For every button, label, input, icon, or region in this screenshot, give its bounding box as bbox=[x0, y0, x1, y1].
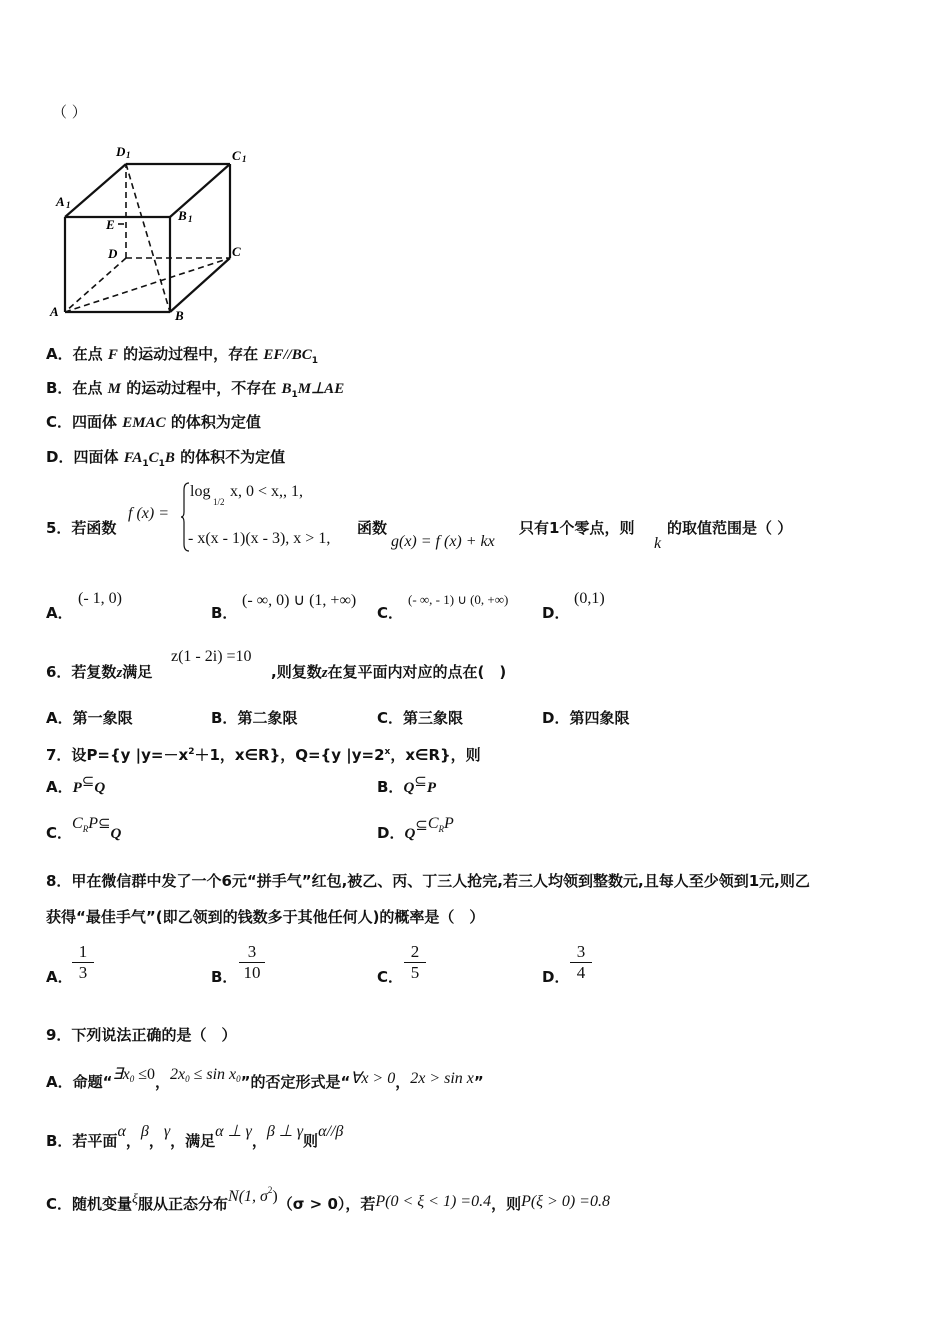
q9-option-b[interactable]: B．若平面α，β，γ，满足α ⊥ γ，β ⊥ γ则α//β bbox=[46, 1123, 344, 1150]
q7-stem: 7．设P={y $|y=-x^2+1$，x∈R}，Q={y $|y=2^x$，x∈R}，则 bbox=[46, 746, 481, 764]
q9-stem: 9．下列说法正确的是（ ） bbox=[46, 1026, 237, 1044]
q8-option-c-label[interactable]: C． bbox=[377, 968, 404, 986]
label-a: A bbox=[50, 304, 59, 319]
hidden-a-c bbox=[65, 258, 230, 312]
q8-stem-line-2: 获得“最佳手气”(即乙领到的钱数多于其他任何人)的概率是（ ） bbox=[46, 908, 485, 926]
label-a1-sub: 1 bbox=[66, 200, 71, 210]
q8-option-d-fraction: 3 4 bbox=[570, 942, 592, 983]
header-paren: （ ） bbox=[52, 103, 87, 121]
q5-case-2: - x(x - 1)(x - 3), x > 1, bbox=[188, 530, 331, 547]
hidden-d-a bbox=[65, 258, 126, 312]
q5-case-1: log bbox=[190, 483, 211, 500]
q5-gx: g(x) = f (x) + kx bbox=[391, 533, 495, 550]
q7-option-c[interactable]: C．$C^RP⊆Q$ bbox=[46, 815, 122, 842]
q5-stem-4: 的取值范围是（ ） bbox=[667, 519, 793, 537]
q6-option-b[interactable]: B．第二象限 bbox=[211, 709, 298, 727]
q5-option-b-label[interactable]: B． bbox=[211, 604, 238, 622]
label-c: C bbox=[232, 244, 241, 259]
label-d1-sub: 1 bbox=[126, 150, 131, 160]
q6-stem: 6．若复数z满足 bbox=[46, 663, 153, 681]
q5-option-c-label[interactable]: C． bbox=[377, 604, 404, 622]
label-c1-sub: 1 bbox=[242, 154, 247, 164]
q5-option-a-label[interactable]: A． bbox=[46, 604, 73, 622]
q5-fx: f (x) = bbox=[128, 505, 169, 522]
label-b1-sub: 1 bbox=[188, 214, 193, 224]
q8-option-d-label[interactable]: D． bbox=[542, 968, 570, 986]
q6-stem-2: ,则复数z在复平面内对应的点在( ) bbox=[271, 663, 507, 681]
q4-option-d[interactable]: D．四面体 $FA_1C_1B$ 的体积不为定值 bbox=[46, 448, 286, 469]
q5-case-1-rest: x, 0 < x,, 1, bbox=[230, 483, 304, 500]
q8-option-b-label[interactable]: B． bbox=[211, 968, 238, 986]
q5-option-b-value: (- ∞, 0) ∪ (1, +∞) bbox=[242, 592, 357, 609]
q5-option-d-value: (0,1) bbox=[574, 590, 605, 607]
label-d: D bbox=[108, 246, 118, 261]
label-e: E bbox=[106, 217, 115, 232]
label-a1: A bbox=[56, 194, 65, 209]
q8-option-a-label[interactable]: A． bbox=[46, 968, 73, 986]
q5-option-c-value: (- ∞, - 1) ∪ (0, +∞) bbox=[408, 592, 509, 607]
q9-option-a[interactable]: A．命题“$\exists x^0 \le 0$，$2x^0 \le \sin x^0$”的否定形式是“∀x > 0，2x > sin x” bbox=[46, 1066, 484, 1091]
q8-option-c-fraction: 2 5 bbox=[404, 942, 426, 983]
q5-option-d-label[interactable]: D． bbox=[542, 604, 570, 622]
q6-option-c[interactable]: C．第三象限 bbox=[377, 709, 464, 727]
q4-option-c[interactable]: C．四面体 EMAC 的体积为定值 bbox=[46, 413, 261, 431]
q6-option-a[interactable]: A．第一象限 bbox=[46, 709, 133, 727]
q5-stem-3: 只有1个零点，则 bbox=[519, 519, 635, 537]
cube-figure bbox=[40, 140, 260, 325]
q7-option-b[interactable]: B．Q⊆P bbox=[377, 774, 437, 796]
label-b1: B bbox=[178, 208, 187, 223]
q5-stem-2: 函数 bbox=[357, 519, 388, 537]
label-b: B bbox=[175, 308, 184, 323]
edge-d1-a1 bbox=[65, 164, 126, 217]
q5-option-a-value: (- 1, 0) bbox=[78, 590, 122, 607]
q5-stem-1: 5．若函数 bbox=[46, 519, 117, 537]
q5-log-base: 1/2 bbox=[213, 497, 225, 507]
q4-option-a[interactable]: A．在点 F 的运动过程中，存在 $EF//BC_1$ bbox=[46, 345, 318, 366]
q5-k: k bbox=[654, 535, 662, 552]
q7-option-d[interactable]: D．$Q⊆C^RP$ bbox=[377, 815, 454, 842]
label-d1: D bbox=[116, 144, 126, 159]
q6-option-d[interactable]: D．第四象限 bbox=[542, 709, 630, 727]
q6-equation: z(1 - 2i) =10 bbox=[171, 648, 252, 665]
q7-option-a[interactable]: A．P⊆Q bbox=[46, 774, 106, 796]
q9-option-c[interactable]: C．随机变量ξ服从正态分布N(1, $\sigma^2)(\sigma > 0)$，若P(0 < ξ < 1) =0.4，则P(ξ > 0) =0.8 bbox=[46, 1185, 610, 1213]
q8-stem-line-1: 8．甲在微信群中发了一个6元“拼手气”红包,被乙、丙、丁三人抢完,若三人均领到整数元,且每人至少领到1元,则乙 bbox=[46, 872, 810, 890]
label-c1: C bbox=[232, 148, 241, 163]
q4-option-b[interactable]: B．在点 M 的运动过程中，不存在 $B_1M\perp AE$ bbox=[46, 379, 345, 400]
edge-b-c bbox=[170, 258, 230, 312]
q8-option-b-fraction: 3 10 bbox=[239, 942, 265, 983]
q8-option-a-fraction: 1 3 bbox=[72, 942, 94, 983]
